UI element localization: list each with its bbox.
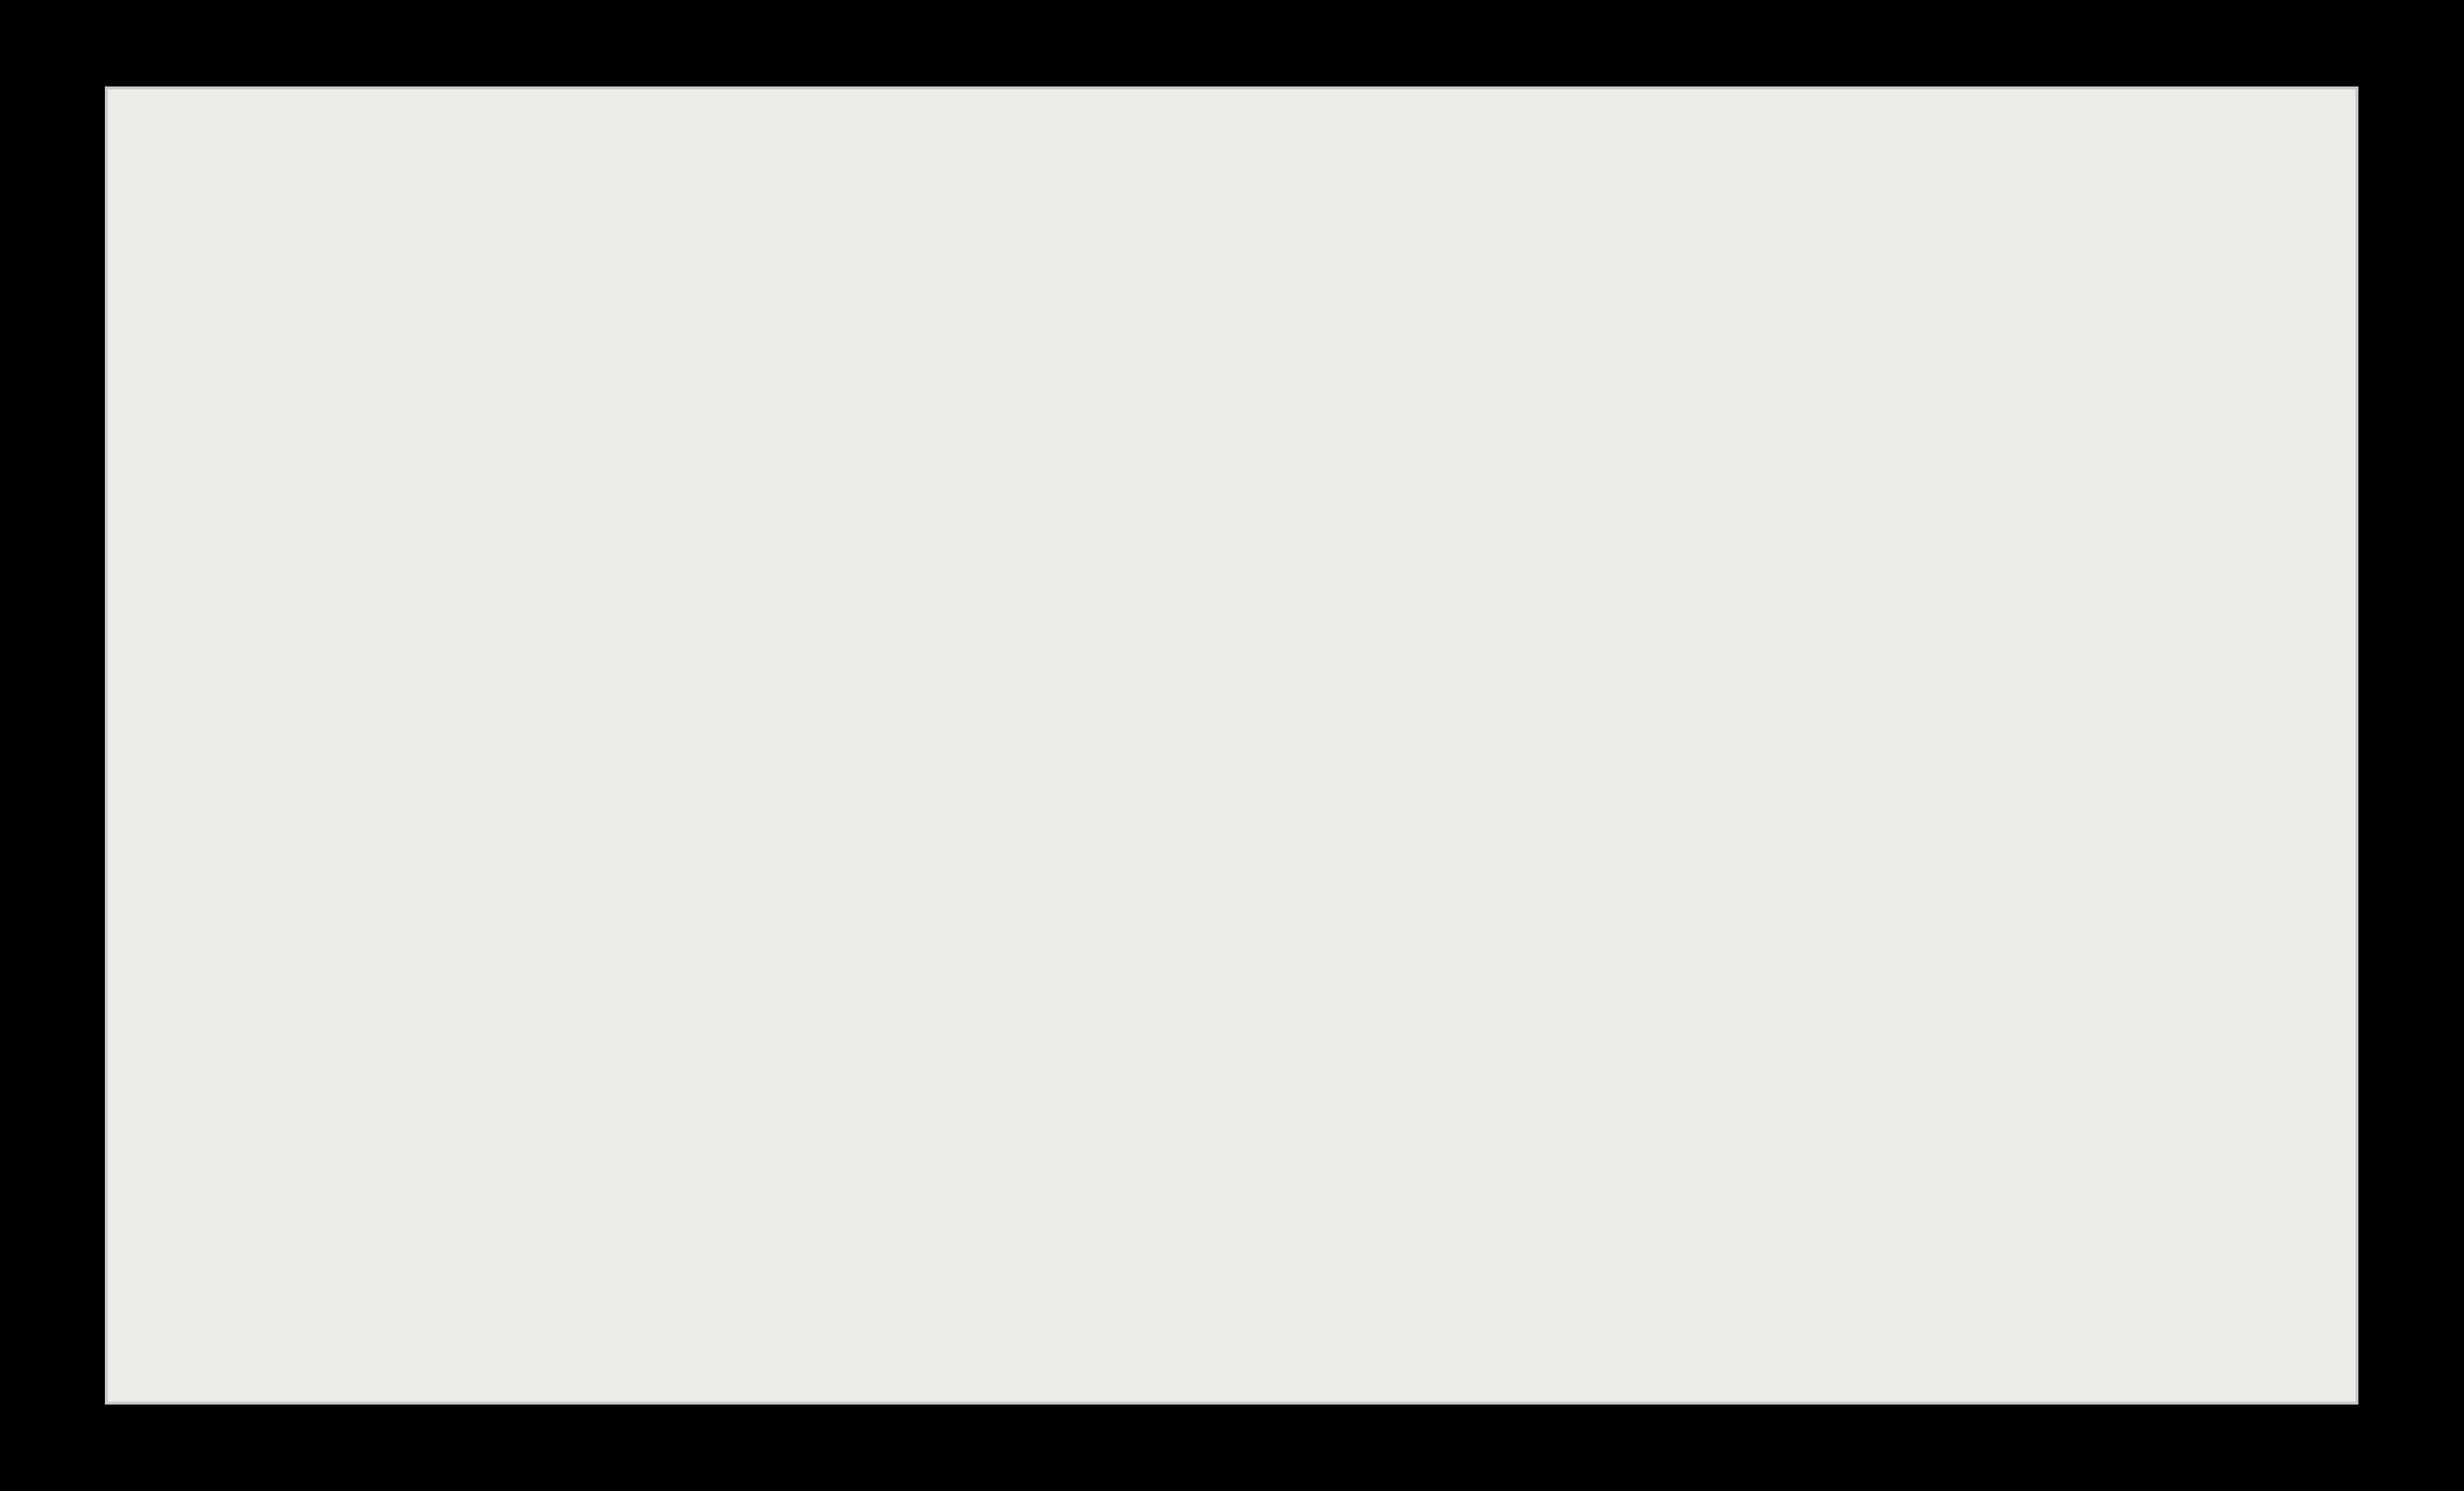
census-card-sheet xyxy=(105,86,2358,1405)
